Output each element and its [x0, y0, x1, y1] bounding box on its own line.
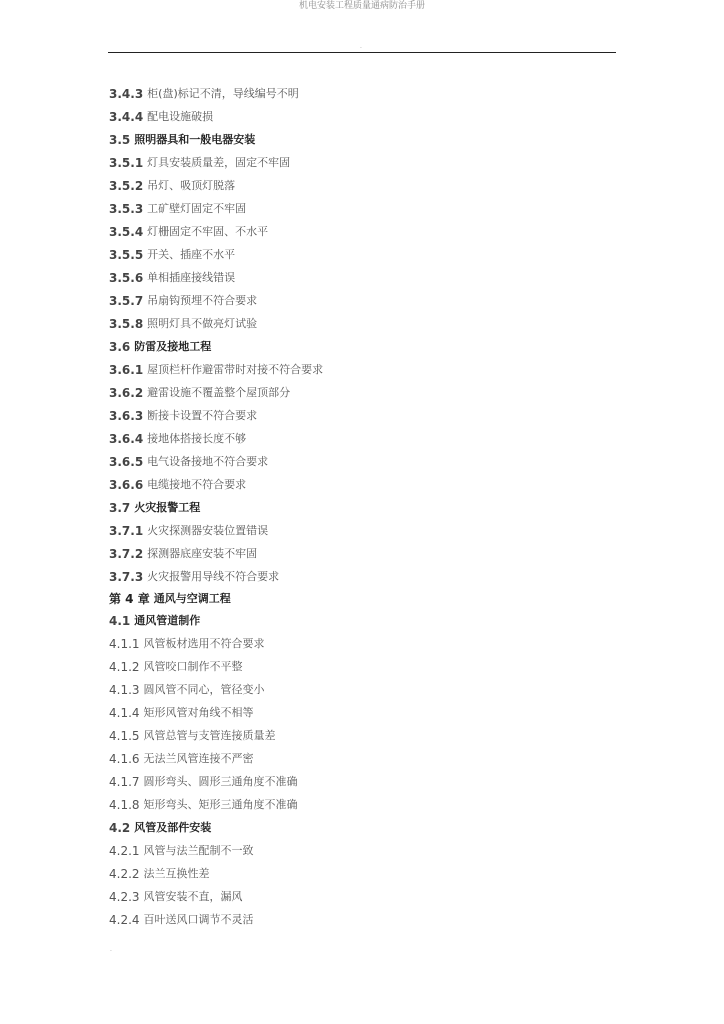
- toc-entry-number: 4.1.4: [109, 705, 140, 720]
- toc-entry: [109, 105, 609, 128]
- toc-entry: [109, 151, 609, 174]
- toc-entry: [109, 427, 609, 450]
- toc-entry: [109, 358, 609, 381]
- toc-entry-number: 3.6.2: [109, 385, 144, 400]
- toc-entry-number: 3.6.4: [109, 431, 144, 446]
- toc-entry-number: 3.6.6: [109, 477, 144, 492]
- toc-entry-title: 矩形风管对角线不相等: [143, 705, 254, 719]
- toc-entry-title: 照明器具和一般电器安装: [134, 132, 256, 146]
- toc-entry-title: 工矿壁灯固定不牢固: [147, 201, 247, 215]
- toc-entry-title: 风管安装不直，漏风: [143, 889, 243, 903]
- toc-section-heading: [109, 816, 609, 839]
- toc-entry-title: 风管板材选用不符合要求: [143, 636, 265, 650]
- toc-entry: [109, 655, 609, 678]
- header-dot: .: [360, 43, 362, 50]
- toc-entry: [109, 839, 609, 862]
- toc-entry-title: 通风管道制作: [134, 613, 201, 627]
- toc-entry: [109, 565, 609, 588]
- toc-entry-number: 3.6: [109, 339, 131, 354]
- toc-entry-title: 断接卡设置不符合要求: [147, 408, 258, 422]
- toc-entry-number: 3.5.6: [109, 270, 144, 285]
- toc-entry-number: 3.5.7: [109, 293, 144, 308]
- toc-entry-title: 柜(盘)标记不清，导线编号不明: [147, 86, 299, 100]
- toc-entry: [109, 542, 609, 565]
- toc-entry-number: 4.1.8: [109, 797, 140, 812]
- toc-entry: [109, 862, 609, 885]
- toc-entry: [109, 381, 609, 404]
- toc-entry-title: 开关、插座不水平: [147, 247, 236, 261]
- toc-entry-number: 4.2.1: [109, 843, 140, 858]
- toc-entry: [109, 197, 609, 220]
- toc-entry-title: 风管及部件安装: [134, 820, 212, 834]
- toc-entry-number: 3.5.2: [109, 178, 144, 193]
- toc-entry-title: 风管总管与支管连接质量差: [143, 728, 276, 742]
- toc-section-heading: [109, 335, 609, 358]
- toc-entry-title: 灯具安装质量差，固定不牢固: [147, 155, 291, 169]
- toc-entry-number: 4.1.5: [109, 728, 140, 743]
- toc-entry-number: 3.5.5: [109, 247, 144, 262]
- toc-entry-title: 火灾报警用导线不符合要求: [147, 569, 280, 583]
- toc-entry-title: 吊扇钩预埋不符合要求: [147, 293, 258, 307]
- toc-entry-title: 吊灯、吸顶灯脱落: [147, 178, 236, 192]
- toc-entry-title: 防雷及接地工程: [134, 339, 212, 353]
- toc-entry-title: 避雷设施不覆盖整个屋顶部分: [147, 385, 291, 399]
- toc-entry-number: 3.5: [109, 132, 131, 147]
- toc-chapter-heading: [109, 588, 609, 609]
- toc-entry-title: 风管与法兰配制不一致: [143, 843, 254, 857]
- toc-entry-number: 3.6.5: [109, 454, 144, 469]
- toc-entry-title: 接地体搭接长度不够: [147, 431, 247, 445]
- toc-entry-title: 探测器底座安装不牢固: [147, 546, 258, 560]
- toc-entry: [109, 678, 609, 701]
- toc-entry-title: 圆风管不同心，管径变小: [143, 682, 265, 696]
- toc-entry-title: 矩形弯头、矩形三通角度不准确: [143, 797, 298, 811]
- toc-entry: [109, 289, 609, 312]
- toc-entry-number: 4.2.3: [109, 889, 140, 904]
- toc-entry-number: 第 4 章: [109, 591, 150, 606]
- toc-entry-title: 通风与空调工程: [153, 591, 231, 605]
- toc-entry-title: 百叶送风口调节不灵活: [143, 912, 254, 926]
- toc-entry-title: 火灾报警工程: [134, 500, 201, 514]
- toc-entry-number: 3.5.1: [109, 155, 144, 170]
- toc-entry-number: 3.5.8: [109, 316, 144, 331]
- toc-entry-title: 圆形弯头、圆形三通角度不准确: [143, 774, 298, 788]
- toc-entry-title: 灯栅固定不牢固、不水平: [147, 224, 269, 238]
- footer-dot: .: [110, 946, 112, 953]
- toc-entry-number: 3.6.3: [109, 408, 144, 423]
- toc-entry-number: 3.5.4: [109, 224, 144, 239]
- toc-entry-number: 3.4.3: [109, 86, 144, 101]
- toc-entry: [109, 908, 609, 931]
- toc-entry-number: 4.2.2: [109, 866, 140, 881]
- toc-entry: [109, 243, 609, 266]
- running-header-title: 机电安装工程质量通病防治手册: [298, 1, 425, 11]
- header-rule: [108, 52, 616, 53]
- toc-entry-number: 3.7.2: [109, 546, 144, 561]
- toc-section-heading: [109, 609, 609, 632]
- toc-entry-title: 屋顶栏杆作避雷带时对接不符合要求: [147, 362, 324, 376]
- toc-entry-number: 4.1.6: [109, 751, 140, 766]
- toc-entry: [109, 404, 609, 427]
- toc-entry: [109, 220, 609, 243]
- toc-entry-title: 法兰互换性差: [143, 866, 210, 880]
- toc-entry: [109, 312, 609, 335]
- toc-entry: [109, 747, 609, 770]
- toc-entry-number: 4.1.2: [109, 659, 140, 674]
- toc-entry-number: 4.1.1: [109, 636, 140, 651]
- toc-entry: [109, 885, 609, 908]
- toc-entry-number: 3.7.1: [109, 523, 144, 538]
- toc-entry: [109, 632, 609, 655]
- toc-entry: [109, 724, 609, 747]
- table-of-contents: [109, 82, 609, 931]
- toc-entry: [109, 82, 609, 105]
- toc-entry-number: 4.1: [109, 613, 131, 628]
- toc-entry-number: 3.6.1: [109, 362, 144, 377]
- toc-entry-number: 4.2.4: [109, 912, 140, 927]
- toc-entry-title: 电缆接地不符合要求: [147, 477, 247, 491]
- toc-entry-number: 3.7: [109, 500, 131, 515]
- toc-entry: [109, 473, 609, 496]
- toc-entry-title: 风管咬口制作不平整: [143, 659, 243, 673]
- toc-entry: [109, 793, 609, 816]
- toc-entry-number: 4.2: [109, 820, 131, 835]
- toc-entry-number: 3.4.4: [109, 109, 144, 124]
- toc-entry-title: 照明灯具不做亮灯试验: [147, 316, 258, 330]
- toc-entry-title: 电气设备接地不符合要求: [147, 454, 269, 468]
- toc-entry-number: 4.1.7: [109, 774, 140, 789]
- toc-entry-title: 单相插座接线错误: [147, 270, 236, 284]
- toc-entry: [109, 701, 609, 724]
- toc-entry-number: 3.5.3: [109, 201, 144, 216]
- toc-entry-number: 4.1.3: [109, 682, 140, 697]
- toc-entry: [109, 266, 609, 289]
- toc-section-heading: [109, 496, 609, 519]
- toc-entry-title: 无法兰风管连接不严密: [143, 751, 254, 765]
- toc-entry: [109, 450, 609, 473]
- toc-entry: [109, 770, 609, 793]
- toc-entry: [109, 519, 609, 542]
- toc-entry-number: 3.7.3: [109, 569, 144, 584]
- toc-entry-title: 配电设施破损: [147, 109, 214, 123]
- toc-entry: [109, 174, 609, 197]
- toc-section-heading: [109, 128, 609, 151]
- toc-entry-title: 火灾探测器安装位置错误: [147, 523, 269, 537]
